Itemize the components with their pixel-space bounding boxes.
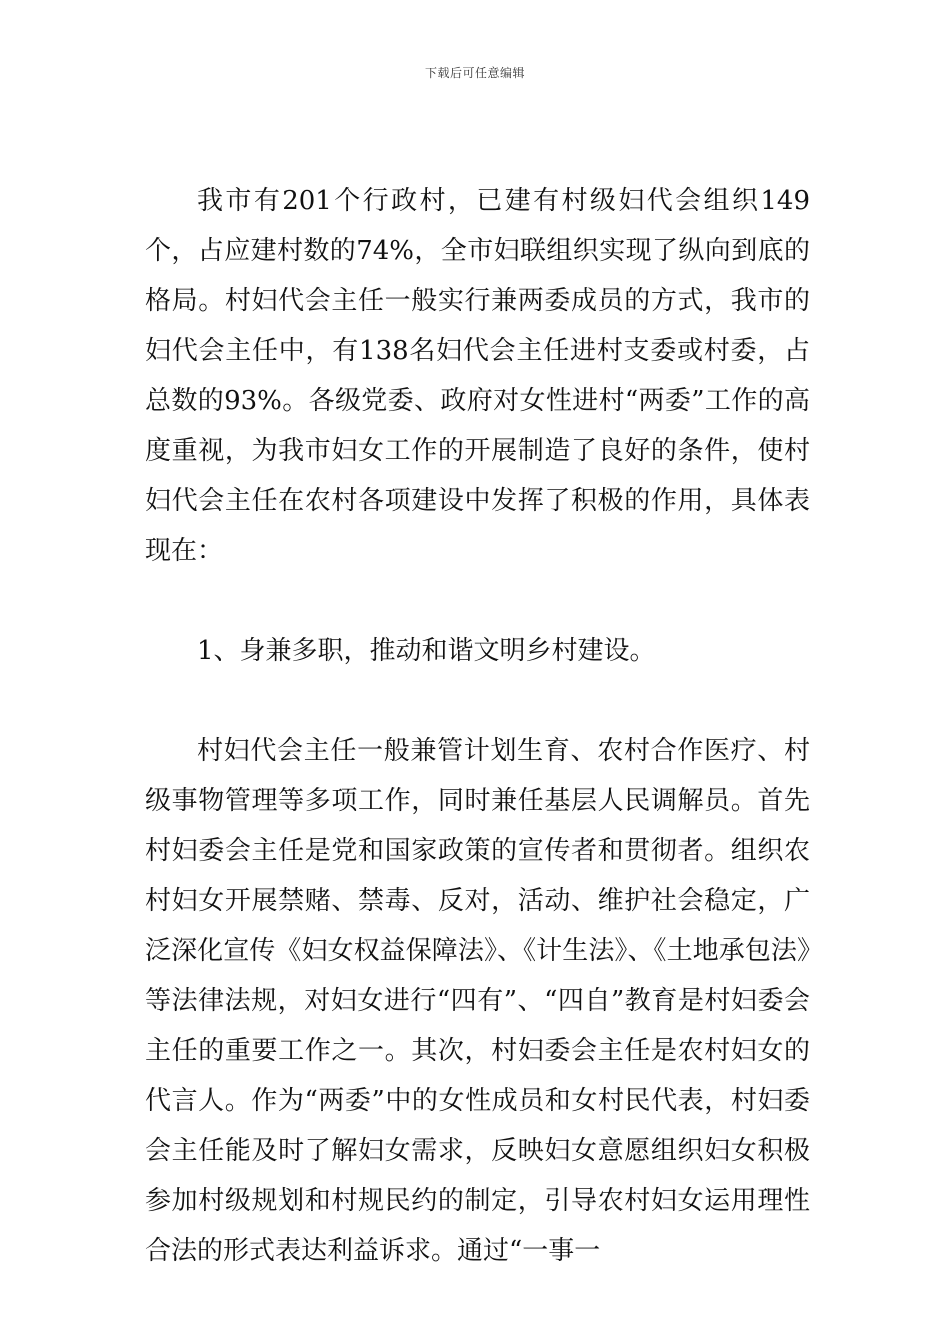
paragraph-section-1: 村妇代会主任一般兼管计划生育、农村合作医疗、村级事物管理等多项工作，同时兼任基层人民调解员。首先村妇委会主任是党和国家政策的宣传者和贯彻者。组织农村妇女开展禁赌、禁毒、反对，活动、维护社会稳定，广泛深化宣传《妇女权益保障法》、《计生法》、《土地承包法》等法律法规，对妇女进行“四有”、“四自”教育是村妇委会主任的重要工作之一。其次，村妇委会主任是农村妇女的代言人。作为“两委”中的女性成员和女村民代表，村妇委会主任能及时了解妇女需求，反映妇女意愿组织妇女积极参加村级规划和村规民约的制定，引导农村妇女运用理性合法的形式表达利益诉求。通过“一事一 xyxy=(145,736,810,1266)
document-body xyxy=(145,176,810,1276)
section-heading-1: 1、身兼多职，推动和谐文明乡村建设。 xyxy=(197,636,656,666)
paragraph-intro: 我市有201个行政村，已建有村级妇代会组织149个，占应建村数的74%，全市妇联组织实现了纵向到底的格局。村妇代会主任一般实行兼两委成员的方式，我市的妇代会主任中，有138名妇代会主任进村支委或村委，占总数的93%。各级党委、政府对女性进村“两委”工作的高度重视，为我市妇女工作的开展制造了良好的条件，使村妇代会主任在农村各项建设中发挥了积极的作用，具体表现在： xyxy=(145,186,810,566)
header-note: 下载后可任意编辑 xyxy=(424,66,525,80)
